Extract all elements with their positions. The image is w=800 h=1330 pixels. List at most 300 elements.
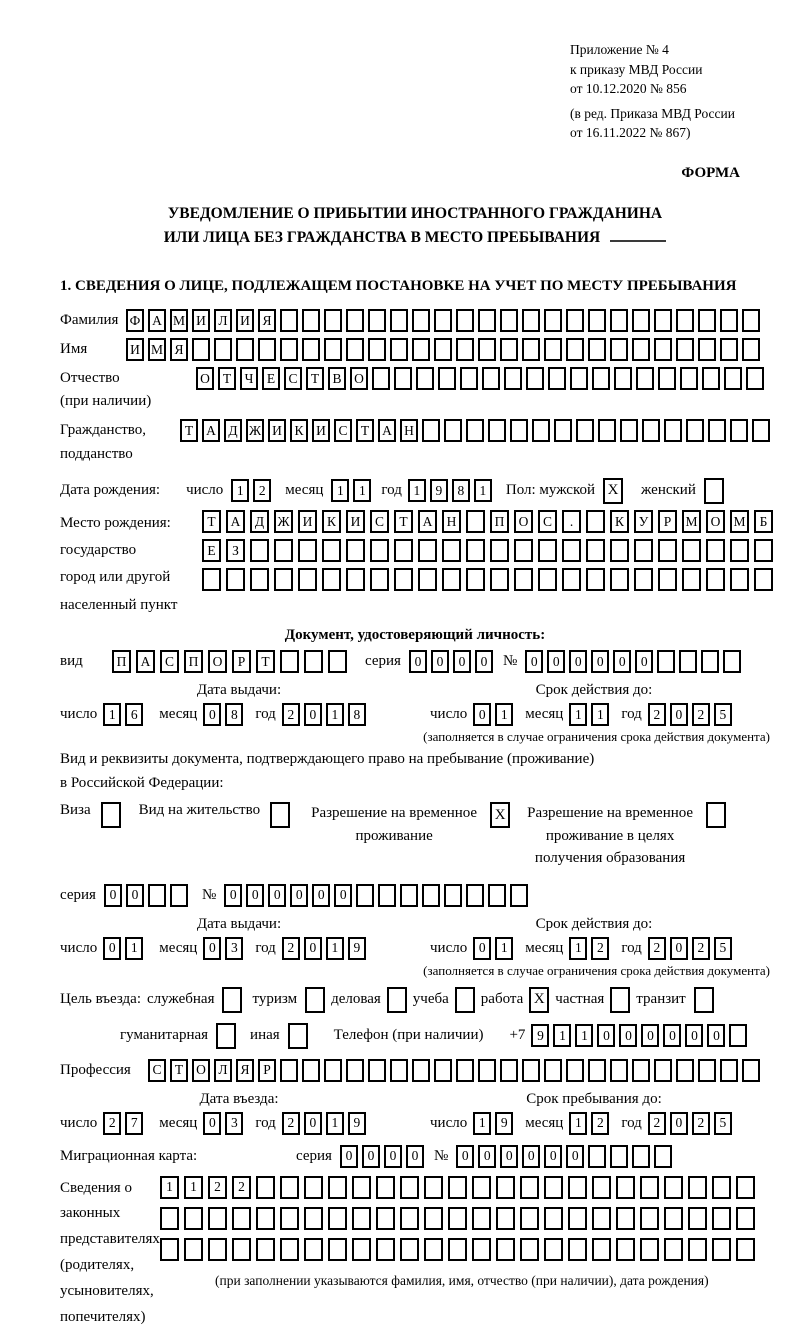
char-box[interactable]: Ж <box>246 419 264 442</box>
char-box[interactable] <box>610 309 628 332</box>
char-box[interactable]: 0 <box>525 650 543 673</box>
visa-checkbox[interactable] <box>101 802 121 828</box>
sex-female-checkbox[interactable] <box>704 478 724 504</box>
char-box[interactable] <box>280 1207 299 1230</box>
char-box[interactable]: 8 <box>348 703 366 726</box>
char-box[interactable]: 2 <box>282 703 300 726</box>
char-box[interactable]: Т <box>218 367 236 390</box>
char-box[interactable] <box>712 1176 731 1199</box>
purpose-work-checkbox[interactable]: X <box>529 987 549 1013</box>
char-box[interactable]: 1 <box>495 937 513 960</box>
char-box[interactable]: 0 <box>619 1024 637 1047</box>
char-box[interactable]: П <box>184 650 203 673</box>
char-box[interactable] <box>434 338 452 361</box>
char-box[interactable] <box>729 1024 747 1047</box>
char-box[interactable] <box>514 568 533 591</box>
char-box[interactable]: В <box>328 367 346 390</box>
char-box[interactable] <box>500 1059 518 1082</box>
char-box[interactable] <box>352 1238 371 1261</box>
char-box[interactable] <box>160 1238 179 1261</box>
char-box[interactable]: 1 <box>495 703 513 726</box>
char-box[interactable]: 0 <box>591 650 609 673</box>
char-box[interactable] <box>302 309 320 332</box>
char-box[interactable]: 1 <box>331 479 349 502</box>
char-box[interactable] <box>586 568 605 591</box>
char-box[interactable] <box>390 309 408 332</box>
char-box[interactable] <box>394 539 413 562</box>
char-box[interactable]: 0 <box>203 1112 221 1135</box>
char-box[interactable] <box>682 568 701 591</box>
char-box[interactable] <box>466 539 485 562</box>
char-box[interactable] <box>586 510 605 533</box>
char-box[interactable] <box>610 338 628 361</box>
char-box[interactable] <box>226 568 245 591</box>
char-box[interactable] <box>280 1238 299 1261</box>
char-box[interactable] <box>742 1059 760 1082</box>
char-box[interactable] <box>664 1238 683 1261</box>
purpose-business-checkbox[interactable] <box>387 987 407 1013</box>
char-box[interactable]: Л <box>214 1059 232 1082</box>
char-box[interactable] <box>702 367 720 390</box>
char-box[interactable] <box>723 650 741 673</box>
char-box[interactable] <box>322 539 341 562</box>
char-box[interactable] <box>554 419 572 442</box>
char-box[interactable]: Л <box>214 309 232 332</box>
char-box[interactable]: 0 <box>670 703 688 726</box>
char-box[interactable] <box>614 367 632 390</box>
char-box[interactable]: 9 <box>531 1024 549 1047</box>
char-box[interactable] <box>378 884 396 907</box>
char-box[interactable]: 5 <box>714 703 732 726</box>
char-box[interactable] <box>184 1238 203 1261</box>
char-box[interactable]: 0 <box>547 650 565 673</box>
char-box[interactable] <box>654 309 672 332</box>
char-box[interactable]: 2 <box>282 1112 300 1135</box>
char-box[interactable]: Е <box>202 539 221 562</box>
char-box[interactable]: 0 <box>456 1145 474 1168</box>
char-box[interactable] <box>676 338 694 361</box>
char-box[interactable]: 2 <box>648 703 666 726</box>
char-box[interactable] <box>610 1145 628 1168</box>
char-box[interactable]: 0 <box>544 1145 562 1168</box>
char-box[interactable]: 0 <box>569 650 587 673</box>
char-box[interactable] <box>256 1176 275 1199</box>
char-box[interactable]: А <box>418 510 437 533</box>
char-box[interactable] <box>256 1238 275 1261</box>
char-box[interactable]: 6 <box>125 703 143 726</box>
char-box[interactable] <box>562 539 581 562</box>
char-box[interactable] <box>500 338 518 361</box>
char-box[interactable]: 0 <box>384 1145 402 1168</box>
char-box[interactable]: 2 <box>253 479 271 502</box>
char-box[interactable] <box>544 1176 563 1199</box>
char-box[interactable]: 0 <box>635 650 653 673</box>
char-box[interactable]: У <box>634 510 653 533</box>
char-box[interactable] <box>754 568 773 591</box>
char-box[interactable]: Т <box>256 650 275 673</box>
char-box[interactable] <box>390 338 408 361</box>
char-box[interactable] <box>640 1238 659 1261</box>
char-box[interactable] <box>214 338 232 361</box>
char-box[interactable] <box>616 1176 635 1199</box>
char-box[interactable]: 2 <box>282 937 300 960</box>
char-box[interactable] <box>298 539 317 562</box>
char-box[interactable] <box>510 419 528 442</box>
char-box[interactable]: Р <box>258 1059 276 1082</box>
char-box[interactable] <box>202 568 221 591</box>
char-box[interactable] <box>236 338 254 361</box>
char-box[interactable] <box>544 338 562 361</box>
char-box[interactable]: К <box>322 510 341 533</box>
char-box[interactable]: 0 <box>707 1024 725 1047</box>
char-box[interactable]: 0 <box>304 703 322 726</box>
char-box[interactable] <box>324 338 342 361</box>
char-box[interactable] <box>400 1207 419 1230</box>
char-box[interactable] <box>372 367 390 390</box>
char-box[interactable]: 0 <box>670 1112 688 1135</box>
char-box[interactable] <box>232 1238 251 1261</box>
char-box[interactable]: 9 <box>495 1112 513 1135</box>
char-box[interactable] <box>500 309 518 332</box>
char-box[interactable] <box>370 539 389 562</box>
char-box[interactable]: 0 <box>268 884 286 907</box>
char-box[interactable]: 0 <box>104 884 122 907</box>
char-box[interactable] <box>724 367 742 390</box>
char-box[interactable] <box>448 1238 467 1261</box>
char-box[interactable]: 0 <box>246 884 264 907</box>
char-box[interactable]: И <box>192 309 210 332</box>
char-box[interactable] <box>720 338 738 361</box>
char-box[interactable] <box>676 1059 694 1082</box>
char-box[interactable] <box>456 1059 474 1082</box>
char-box[interactable]: 1 <box>353 479 371 502</box>
char-box[interactable] <box>566 1059 584 1082</box>
char-box[interactable] <box>592 367 610 390</box>
char-box[interactable] <box>520 1207 539 1230</box>
char-box[interactable]: К <box>290 419 308 442</box>
char-box[interactable]: И <box>298 510 317 533</box>
char-box[interactable]: А <box>136 650 155 673</box>
char-box[interactable] <box>258 338 276 361</box>
char-box[interactable] <box>448 1176 467 1199</box>
char-box[interactable] <box>304 1207 323 1230</box>
char-box[interactable] <box>442 539 461 562</box>
char-box[interactable]: И <box>268 419 286 442</box>
char-box[interactable] <box>346 539 365 562</box>
char-box[interactable] <box>448 1207 467 1230</box>
char-box[interactable]: М <box>148 338 166 361</box>
char-box[interactable]: 2 <box>208 1176 227 1199</box>
char-box[interactable] <box>370 568 389 591</box>
char-box[interactable] <box>712 1238 731 1261</box>
sex-male-checkbox[interactable]: X <box>603 478 623 504</box>
char-box[interactable] <box>490 539 509 562</box>
char-box[interactable] <box>304 1238 323 1261</box>
char-box[interactable]: 5 <box>714 937 732 960</box>
char-box[interactable]: 0 <box>406 1145 424 1168</box>
char-box[interactable]: С <box>538 510 557 533</box>
char-box[interactable] <box>538 568 557 591</box>
char-box[interactable] <box>658 568 677 591</box>
char-box[interactable] <box>424 1207 443 1230</box>
char-box[interactable] <box>422 419 440 442</box>
char-box[interactable] <box>632 309 650 332</box>
char-box[interactable] <box>208 1238 227 1261</box>
char-box[interactable] <box>280 309 298 332</box>
char-box[interactable]: Б <box>754 510 773 533</box>
char-box[interactable] <box>456 309 474 332</box>
char-box[interactable] <box>510 884 528 907</box>
char-box[interactable] <box>522 338 540 361</box>
char-box[interactable] <box>730 539 749 562</box>
char-box[interactable] <box>304 1176 323 1199</box>
char-box[interactable] <box>568 1176 587 1199</box>
char-box[interactable] <box>434 1059 452 1082</box>
char-box[interactable] <box>412 1059 430 1082</box>
char-box[interactable]: 2 <box>591 1112 609 1135</box>
char-box[interactable] <box>712 1207 731 1230</box>
char-box[interactable]: 1 <box>103 703 121 726</box>
char-box[interactable] <box>592 1238 611 1261</box>
char-box[interactable] <box>610 568 629 591</box>
char-box[interactable] <box>720 1059 738 1082</box>
char-box[interactable] <box>742 338 760 361</box>
char-box[interactable]: 0 <box>685 1024 703 1047</box>
char-box[interactable]: 0 <box>613 650 631 673</box>
char-box[interactable] <box>390 1059 408 1082</box>
char-box[interactable] <box>526 367 544 390</box>
char-box[interactable] <box>701 650 719 673</box>
char-box[interactable]: 3 <box>225 937 243 960</box>
char-box[interactable] <box>664 1207 683 1230</box>
char-box[interactable]: М <box>682 510 701 533</box>
char-box[interactable]: 9 <box>348 937 366 960</box>
char-box[interactable]: Е <box>262 367 280 390</box>
char-box[interactable]: Т <box>356 419 374 442</box>
char-box[interactable]: Ч <box>240 367 258 390</box>
purpose-official-checkbox[interactable] <box>222 987 242 1013</box>
char-box[interactable] <box>280 650 299 673</box>
char-box[interactable]: А <box>202 419 220 442</box>
char-box[interactable] <box>442 568 461 591</box>
char-box[interactable]: 0 <box>409 650 427 673</box>
char-box[interactable] <box>632 1059 650 1082</box>
char-box[interactable]: 0 <box>500 1145 518 1168</box>
char-box[interactable] <box>376 1238 395 1261</box>
char-box[interactable] <box>592 1207 611 1230</box>
char-box[interactable]: 0 <box>641 1024 659 1047</box>
char-box[interactable]: П <box>490 510 509 533</box>
char-box[interactable] <box>522 309 540 332</box>
char-box[interactable]: 5 <box>714 1112 732 1135</box>
char-box[interactable]: 1 <box>569 1112 587 1135</box>
char-box[interactable] <box>394 367 412 390</box>
char-box[interactable]: И <box>346 510 365 533</box>
char-box[interactable] <box>496 1207 515 1230</box>
char-box[interactable] <box>352 1176 371 1199</box>
char-box[interactable]: 0 <box>362 1145 380 1168</box>
char-box[interactable]: С <box>284 367 302 390</box>
char-box[interactable]: 2 <box>648 937 666 960</box>
char-box[interactable]: 1 <box>184 1176 203 1199</box>
char-box[interactable] <box>488 419 506 442</box>
char-box[interactable] <box>324 309 342 332</box>
char-box[interactable] <box>192 338 210 361</box>
char-box[interactable] <box>664 419 682 442</box>
char-box[interactable]: И <box>126 338 144 361</box>
char-box[interactable]: Я <box>236 1059 254 1082</box>
char-box[interactable] <box>634 568 653 591</box>
char-box[interactable] <box>346 338 364 361</box>
char-box[interactable] <box>544 309 562 332</box>
char-box[interactable] <box>520 1238 539 1261</box>
char-box[interactable] <box>466 884 484 907</box>
char-box[interactable] <box>424 1176 443 1199</box>
char-box[interactable]: 1 <box>160 1176 179 1199</box>
char-box[interactable] <box>444 419 462 442</box>
char-box[interactable]: С <box>160 650 179 673</box>
char-box[interactable]: З <box>226 539 245 562</box>
char-box[interactable]: 0 <box>473 703 491 726</box>
char-box[interactable] <box>160 1207 179 1230</box>
char-box[interactable] <box>170 884 188 907</box>
char-box[interactable] <box>588 338 606 361</box>
char-box[interactable]: 1 <box>474 479 492 502</box>
char-box[interactable] <box>356 884 374 907</box>
char-box[interactable] <box>424 1238 443 1261</box>
char-box[interactable] <box>679 650 697 673</box>
char-box[interactable] <box>736 1176 755 1199</box>
purpose-humanitarian-checkbox[interactable] <box>216 1023 236 1049</box>
char-box[interactable]: 9 <box>430 479 448 502</box>
char-box[interactable] <box>598 419 616 442</box>
char-box[interactable] <box>328 1238 347 1261</box>
char-box[interactable] <box>394 568 413 591</box>
char-box[interactable]: И <box>312 419 330 442</box>
char-box[interactable]: И <box>236 309 254 332</box>
char-box[interactable]: Я <box>258 309 276 332</box>
char-box[interactable] <box>328 1176 347 1199</box>
char-box[interactable] <box>438 367 456 390</box>
char-box[interactable] <box>232 1207 251 1230</box>
char-box[interactable] <box>654 1059 672 1082</box>
char-box[interactable]: . <box>562 510 581 533</box>
char-box[interactable]: К <box>610 510 629 533</box>
char-box[interactable] <box>444 884 462 907</box>
char-box[interactable] <box>478 338 496 361</box>
char-box[interactable] <box>640 1176 659 1199</box>
char-box[interactable] <box>322 568 341 591</box>
char-box[interactable]: 1 <box>326 703 344 726</box>
char-box[interactable] <box>730 419 748 442</box>
char-box[interactable] <box>400 1176 419 1199</box>
char-box[interactable]: Т <box>180 419 198 442</box>
char-box[interactable]: 1 <box>326 937 344 960</box>
char-box[interactable] <box>400 1238 419 1261</box>
char-box[interactable] <box>298 568 317 591</box>
char-box[interactable]: О <box>196 367 214 390</box>
char-box[interactable] <box>302 1059 320 1082</box>
char-box[interactable] <box>346 309 364 332</box>
char-box[interactable] <box>658 367 676 390</box>
char-box[interactable] <box>522 1059 540 1082</box>
char-box[interactable] <box>610 1059 628 1082</box>
char-box[interactable]: А <box>226 510 245 533</box>
char-box[interactable] <box>456 338 474 361</box>
char-box[interactable] <box>400 884 418 907</box>
char-box[interactable]: 2 <box>692 937 710 960</box>
char-box[interactable] <box>368 338 386 361</box>
char-box[interactable] <box>520 1176 539 1199</box>
char-box[interactable]: Т <box>306 367 324 390</box>
char-box[interactable]: 0 <box>304 937 322 960</box>
char-box[interactable] <box>250 568 269 591</box>
char-box[interactable] <box>720 309 738 332</box>
char-box[interactable] <box>376 1176 395 1199</box>
char-box[interactable]: 0 <box>670 937 688 960</box>
char-box[interactable]: 1 <box>569 703 587 726</box>
char-box[interactable]: 0 <box>126 884 144 907</box>
char-box[interactable]: 3 <box>225 1112 243 1135</box>
char-box[interactable] <box>686 419 704 442</box>
char-box[interactable]: Т <box>394 510 413 533</box>
char-box[interactable]: 0 <box>473 937 491 960</box>
char-box[interactable] <box>274 568 293 591</box>
char-box[interactable] <box>688 1207 707 1230</box>
char-box[interactable]: 0 <box>203 937 221 960</box>
char-box[interactable] <box>742 309 760 332</box>
char-box[interactable] <box>418 539 437 562</box>
char-box[interactable] <box>496 1238 515 1261</box>
char-box[interactable]: 0 <box>334 884 352 907</box>
char-box[interactable] <box>544 1059 562 1082</box>
char-box[interactable] <box>730 568 749 591</box>
char-box[interactable] <box>280 1176 299 1199</box>
char-box[interactable] <box>664 1176 683 1199</box>
char-box[interactable]: Р <box>658 510 677 533</box>
char-box[interactable]: Д <box>224 419 242 442</box>
char-box[interactable] <box>328 1207 347 1230</box>
char-box[interactable] <box>698 309 716 332</box>
char-box[interactable] <box>418 568 437 591</box>
char-box[interactable] <box>588 309 606 332</box>
char-box[interactable] <box>658 539 677 562</box>
char-box[interactable]: Т <box>202 510 221 533</box>
char-box[interactable] <box>466 419 484 442</box>
char-box[interactable] <box>302 338 320 361</box>
char-box[interactable]: 1 <box>553 1024 571 1047</box>
char-box[interactable]: 1 <box>326 1112 344 1135</box>
char-box[interactable] <box>184 1207 203 1230</box>
char-box[interactable]: 0 <box>103 937 121 960</box>
char-box[interactable] <box>566 338 584 361</box>
char-box[interactable]: 2 <box>591 937 609 960</box>
char-box[interactable]: 1 <box>231 479 249 502</box>
char-box[interactable] <box>680 367 698 390</box>
char-box[interactable] <box>460 367 478 390</box>
char-box[interactable] <box>586 539 605 562</box>
char-box[interactable] <box>708 419 726 442</box>
char-box[interactable] <box>368 1059 386 1082</box>
char-box[interactable] <box>698 338 716 361</box>
char-box[interactable]: 1 <box>408 479 426 502</box>
char-box[interactable] <box>532 419 550 442</box>
char-box[interactable] <box>472 1176 491 1199</box>
char-box[interactable] <box>562 568 581 591</box>
char-box[interactable] <box>632 1145 650 1168</box>
char-box[interactable] <box>548 367 566 390</box>
char-box[interactable]: 0 <box>522 1145 540 1168</box>
